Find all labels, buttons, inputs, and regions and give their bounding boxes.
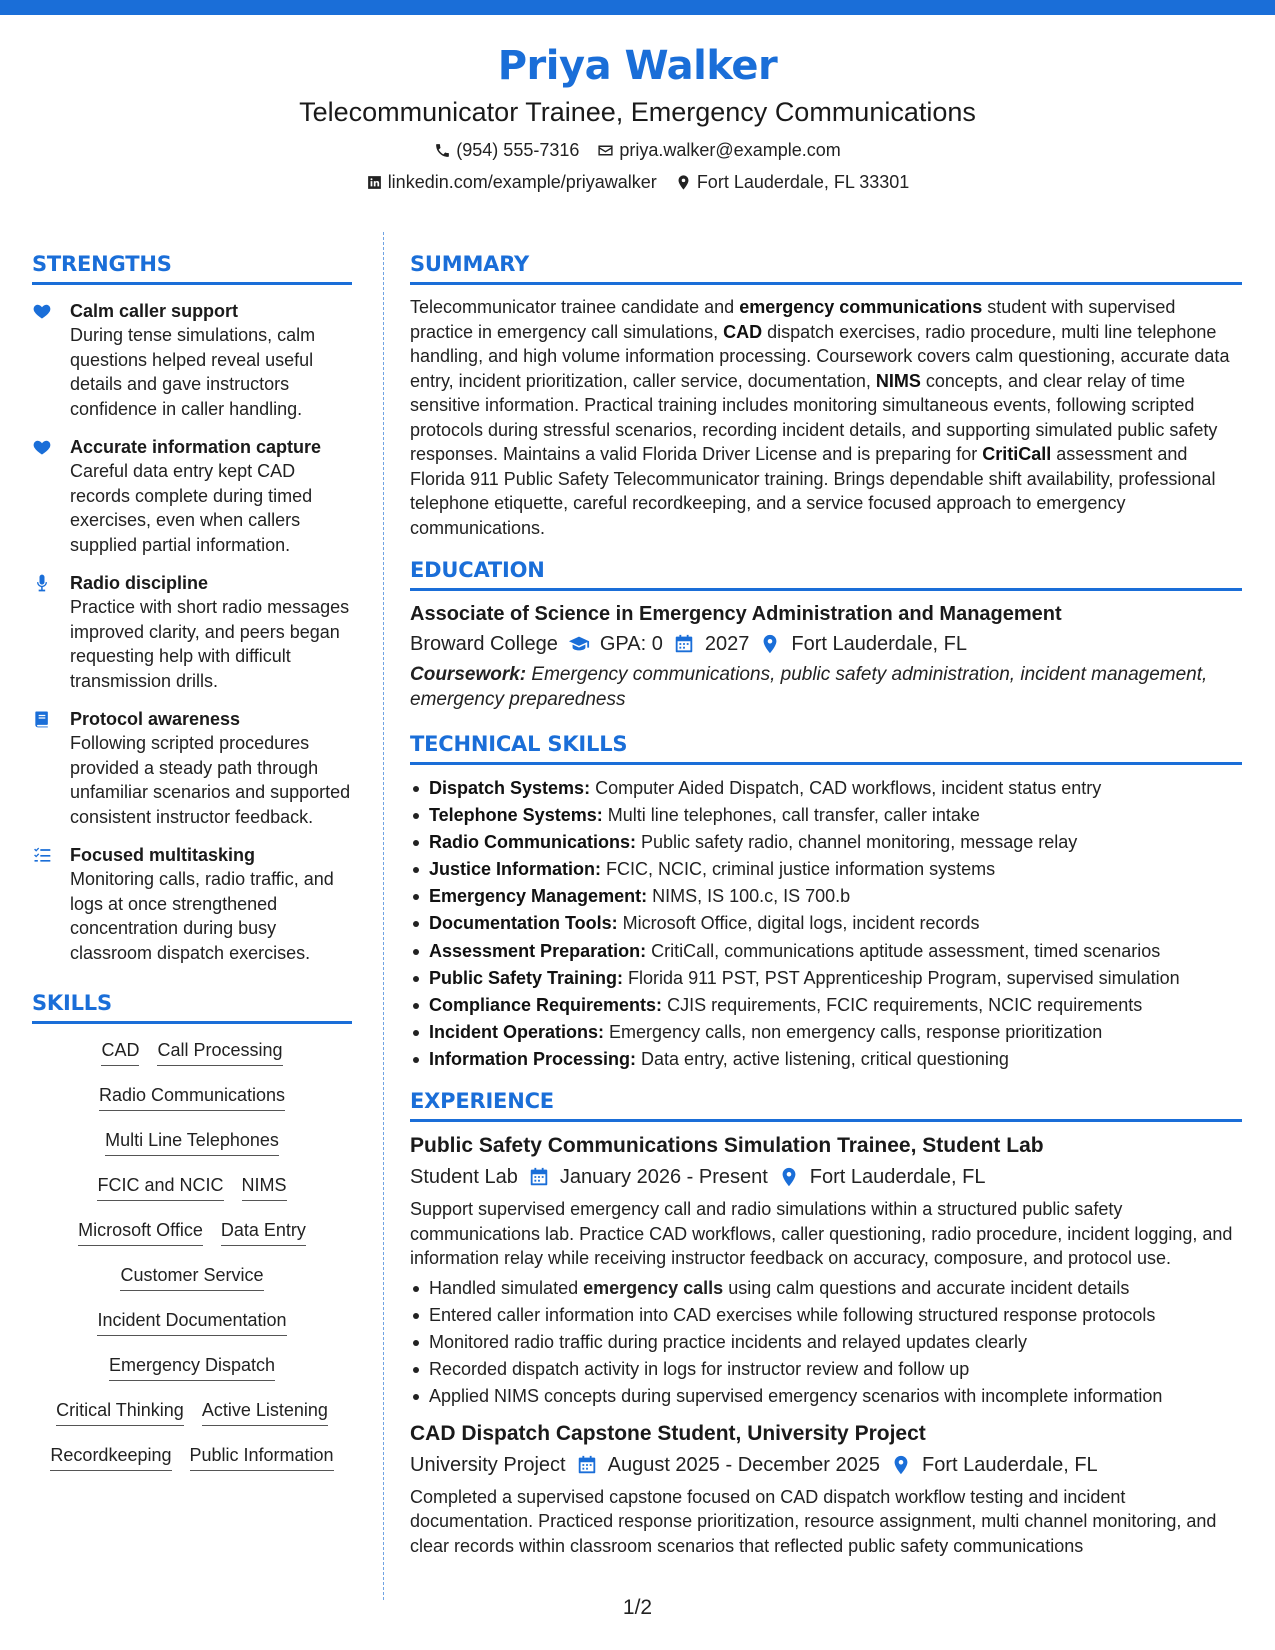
- location-contact: [675, 170, 909, 194]
- school-location: Fort Lauderdale, FL: [791, 633, 968, 655]
- heart-icon: [32, 437, 52, 457]
- phone-text: (954) 555-7316: [456, 140, 580, 160]
- education-heading: EDUCATION: [410, 556, 1242, 591]
- strength-title: Radio discipline: [70, 573, 209, 593]
- heart-icon: [32, 301, 52, 321]
- list-item: Compliance Requirements: CJIS requirements, FCIC requirements, NCIC requirements: [410, 992, 1242, 1019]
- job-location: Fort Lauderdale, FL: [922, 1453, 1098, 1476]
- skill-tag: Radio Communications: [99, 1083, 285, 1111]
- strength-desc: Following scripted procedures provided a steady path through unfamiliar scenarios and supported consistent instructor feedback.: [70, 733, 351, 827]
- list-item: Incident Operations: Emergency calls, non emergency calls, response prioritization: [410, 1019, 1242, 1046]
- map-pin-icon: [890, 1454, 912, 1476]
- contact-row-2: [0, 170, 1275, 194]
- location-text: Fort Lauderdale, FL 33301: [696, 172, 910, 192]
- job-title: CAD Dispatch Capstone Student, University Project: [410, 1421, 926, 1445]
- map-pin-icon: [778, 1166, 800, 1188]
- page-number: 1/2: [622, 1596, 653, 1619]
- job-description: Completed a supervised capstone focused on CAD dispatch workflow testing and incident documentation. Practiced response prioritization, resource assignment, multi channel monitoring, and clear records within classroom scenarios that reflected public safety communications: [410, 1486, 1217, 1556]
- linkedin-icon: [366, 174, 383, 191]
- strength-title: Focused multitasking: [70, 845, 256, 865]
- calendar-icon: [528, 1166, 550, 1188]
- summary-paragraph: Telecommunicator trainee candidate and emergency communications student with supervised practice in emergency call simulations, CAD dispatch exercises, radio procedure, multi line telephone handling, and high volume information processing. Coursework covers calm questioning, accurate data entry, incident prioritization, caller service, documentation, NIMS concepts, and clear relay of time sensitive information. Practical training includes monitoring simultaneous events, following scripted protocols during stressful scenarios, recording incident details, and supporting simulated public safety responses. Maintains a valid Florida Driver License and is preparing for CritiCall assessment and Florida 911 Public Safety Telecommunicator training. Brings dependable shift availability, professional telephone etiquette, careful recordkeeping, and a service focused approach to emergency communications.: [410, 297, 1230, 538]
- strength-desc: Practice with short radio messages improved clarity, and peers began requesting help with difficult transmission drills.: [70, 597, 350, 691]
- list-item: Applied NIMS concepts during supervised emergency scenarios with incomplete information: [410, 1383, 1242, 1410]
- job-dates: January 2026 - Present: [559, 1166, 768, 1189]
- list-item: Justice Information: FCIC, NCIC, criminal justice information systems: [410, 856, 1242, 883]
- skill-tag: Microsoft Office: [78, 1218, 203, 1246]
- graduation-cap-icon: [568, 633, 590, 655]
- email-text: priya.walker@example.com: [619, 140, 841, 160]
- school-name: Broward College: [410, 633, 558, 655]
- strength-item: [32, 571, 352, 693]
- skill-tag: Customer Service: [120, 1263, 263, 1291]
- technical-skills-heading: TECHNICAL SKILLS: [410, 730, 1242, 765]
- microphone-icon: [32, 573, 52, 593]
- linkedin-contact[interactable]: [366, 170, 657, 194]
- skill-tag: Multi Line Telephones: [105, 1128, 279, 1156]
- graduation-year: 2027: [704, 633, 750, 655]
- list-item: Emergency Management: NIMS, IS 100.c, IS 700.b: [410, 883, 1242, 910]
- map-pin-icon: [675, 174, 692, 191]
- calendar-icon: [673, 633, 695, 655]
- left-column: [32, 250, 352, 1488]
- job-dates: August 2025 - December 2025: [607, 1453, 881, 1476]
- strength-item: [32, 707, 352, 829]
- list-item: Recorded dispatch activity in logs for instructor review and follow up: [410, 1356, 1242, 1383]
- strength-desc: Monitoring calls, radio traffic, and logs at once strengthened concentration during busy classroom dispatch exercises.: [70, 869, 334, 963]
- candidate-headline: Telecommunicator Trainee, Emergency Communications: [299, 97, 976, 127]
- column-divider: [383, 232, 384, 1600]
- strength-desc: During tense simulations, calm questions helped reveal useful details and gave instructors confidence in caller handling.: [70, 325, 316, 419]
- degree-title: Associate of Science in Emergency Administration and Management: [410, 603, 1062, 625]
- job-location: Fort Lauderdale, FL: [809, 1166, 986, 1189]
- gpa-value: GPA: 0: [599, 633, 663, 655]
- list-item: Entered caller information into CAD exercises while following structured response protocols: [410, 1302, 1242, 1329]
- list-item: Assessment Preparation: CritiCall, communications aptitude assessment, timed scenarios: [410, 938, 1242, 965]
- list-item: Radio Communications: Public safety radio, channel monitoring, message relay: [410, 829, 1242, 856]
- skill-tag: Incident Documentation: [97, 1308, 286, 1336]
- job-title: Public Safety Communications Simulation Trainee, Student Lab: [410, 1134, 1044, 1158]
- envelope-icon: [597, 142, 614, 159]
- technical-skills-list: [410, 775, 1242, 1073]
- right-column: [410, 250, 1242, 1558]
- strength-title: Accurate information capture: [70, 437, 322, 457]
- strengths-heading: STRENGTHS: [32, 250, 352, 285]
- strength-item: [32, 299, 352, 421]
- skill-tag: NIMS: [242, 1173, 287, 1201]
- summary-heading: SUMMARY: [410, 250, 1242, 285]
- list-item: Information Processing: Data entry, active listening, critical questioning: [410, 1046, 1242, 1073]
- skills-heading: SKILLS: [32, 989, 352, 1024]
- list-check-icon: [32, 845, 52, 865]
- list-item: Public Safety Training: Florida 911 PST, PST Apprenticeship Program, supervised simulation: [410, 965, 1242, 992]
- skill-tag: Call Processing: [157, 1038, 282, 1066]
- strength-item: [32, 843, 352, 965]
- list-item: Monitored radio traffic during practice incidents and relayed updates clearly: [410, 1329, 1242, 1356]
- list-item: Dispatch Systems: Computer Aided Dispatch, CAD workflows, incident status entry: [410, 775, 1242, 802]
- skill-tag: Emergency Dispatch: [109, 1353, 275, 1381]
- skill-tag: FCIC and NCIC: [97, 1173, 223, 1201]
- job-org: University Project: [410, 1453, 566, 1476]
- experience-heading: EXPERIENCE: [410, 1087, 1242, 1122]
- skill-tag: Recordkeeping: [50, 1443, 171, 1471]
- list-item: Documentation Tools: Microsoft Office, digital logs, incident records: [410, 910, 1242, 937]
- calendar-icon: [576, 1454, 598, 1476]
- map-pin-icon: [759, 633, 781, 655]
- skill-tag: CAD: [101, 1038, 139, 1066]
- strength-item: [32, 435, 352, 557]
- job-meta: [410, 1163, 1242, 1191]
- list-item: Telephone Systems: Multi line telephones, call transfer, caller intake: [410, 802, 1242, 829]
- book-icon: [32, 709, 52, 729]
- candidate-name: Priya Walker: [497, 43, 778, 89]
- phone-contact[interactable]: [434, 138, 579, 162]
- strength-title: Calm caller support: [70, 301, 239, 321]
- job-bullets: [410, 1275, 1242, 1410]
- skill-tag: Public Information: [190, 1443, 334, 1471]
- skill-tag: Critical Thinking: [56, 1398, 184, 1426]
- top-accent-bar: [0, 0, 1275, 15]
- skill-tag: Data Entry: [221, 1218, 306, 1246]
- phone-icon: [434, 142, 451, 159]
- job-org: Student Lab: [410, 1166, 518, 1189]
- strength-desc: Careful data entry kept CAD records complete during timed exercises, even when callers supplied partial information.: [70, 461, 313, 555]
- contact-row-1: [0, 138, 1275, 162]
- job-description: Support supervised emergency call and radio simulations within a structured public safety communications lab. Practice CAD workflows, caller questioning, radio procedure, incident logging, and information relay while receiving instructor feedback on accuracy, composure, and protocol use.: [410, 1199, 1233, 1269]
- skills-list: [32, 1038, 352, 1488]
- skill-tag: Active Listening: [202, 1398, 328, 1426]
- education-meta: [410, 630, 1242, 658]
- strength-title: Protocol awareness: [70, 709, 241, 729]
- email-contact[interactable]: [597, 138, 840, 162]
- coursework: Coursework: Emergency communications, public safety administration, incident management, emergency preparedness: [410, 664, 1208, 710]
- linkedin-text: linkedin.com/example/priyawalker: [387, 172, 657, 192]
- resume-header: [0, 40, 1275, 194]
- job-meta: [410, 1451, 1242, 1479]
- list-item: Handled simulated emergency calls using calm questions and accurate incident details: [410, 1275, 1242, 1302]
